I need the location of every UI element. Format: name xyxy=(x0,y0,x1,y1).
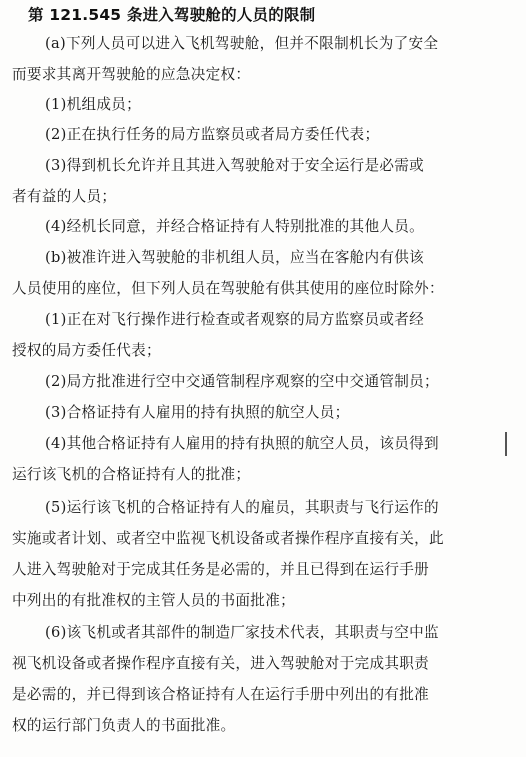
margin-pen-mark xyxy=(505,432,507,456)
text-line-b4-1: (4)其他合格证持有人雇用的持有执照的航空人员，该员得到 xyxy=(45,435,439,452)
text-line-b6-2: 视飞机设备或者操作程序直接有关，进入驾驶舱对于完成其职责 xyxy=(12,655,430,672)
text-line-a-1: (a)下列人员可以进入飞机驾驶舱，但并不限制机长为了安全 xyxy=(45,35,439,52)
text-line-b6-4: 权的运行部门负责人的书面批准。 xyxy=(12,717,236,734)
text-line-a3-1: (3)得到机长允许并且其进入驾驶舱对于安全运行是必需或 xyxy=(45,157,425,174)
text-line-a-2: 而要求其离开驾驶舱的应急决定权： xyxy=(12,66,251,83)
text-line-b4-2: 运行该飞机的合格证持有人的批准； xyxy=(12,466,251,483)
article-title: 第 121.545 条进入驾驶舱的人员的限制 xyxy=(28,6,316,24)
text-line-a1: (1)机组成员； xyxy=(45,96,142,113)
text-line-a3-2: 者有益的人员； xyxy=(12,188,117,205)
text-line-b2: (2)局方批准进行空中交通管制程序观察的空中交通管制员； xyxy=(45,373,439,390)
text-line-b5-3: 人进入驾驶舱对于完成其任务是必需的，并且已得到在运行手册 xyxy=(12,561,430,578)
text-line-b1-1: (1)正在对飞行操作进行检查或者观察的局方监察员或者经 xyxy=(45,311,425,328)
text-line-a4: (4)经机长同意，并经合格证持有人特别批准的其他人员。 xyxy=(45,218,425,235)
text-line-b-2: 人员使用的座位，但下列人员在驾驶舱有供其使用的座位时除外： xyxy=(12,280,444,297)
text-line-b-1: (b)被准许进入驾驶舱的非机组人员，应当在客舱内有供该 xyxy=(45,249,425,266)
text-line-b5-4: 中列出的有批准权的主管人员的书面批准； xyxy=(12,592,295,609)
text-line-b6-1: (6)该飞机或者其部件的制造厂家技术代表，其职责与空中监 xyxy=(45,624,439,641)
text-line-b6-3: 是必需的，并已得到该合格证持有人在运行手册中列出的有批准 xyxy=(12,686,430,703)
text-line-b3: (3)合格证持有人雇用的持有执照的航空人员； xyxy=(45,404,350,421)
text-line-b5-2: 实施或者计划、或者空中监视飞机设备或者操作程序直接有关，此 xyxy=(12,530,444,547)
text-line-a2: (2)正在执行任务的局方监察员或者局方委任代表； xyxy=(45,126,380,143)
text-line-b5-1: (5)运行该飞机的合格证持有人的雇员，其职责与飞行运作的 xyxy=(45,499,439,516)
text-line-b1-2: 授权的局方委任代表； xyxy=(12,342,161,359)
